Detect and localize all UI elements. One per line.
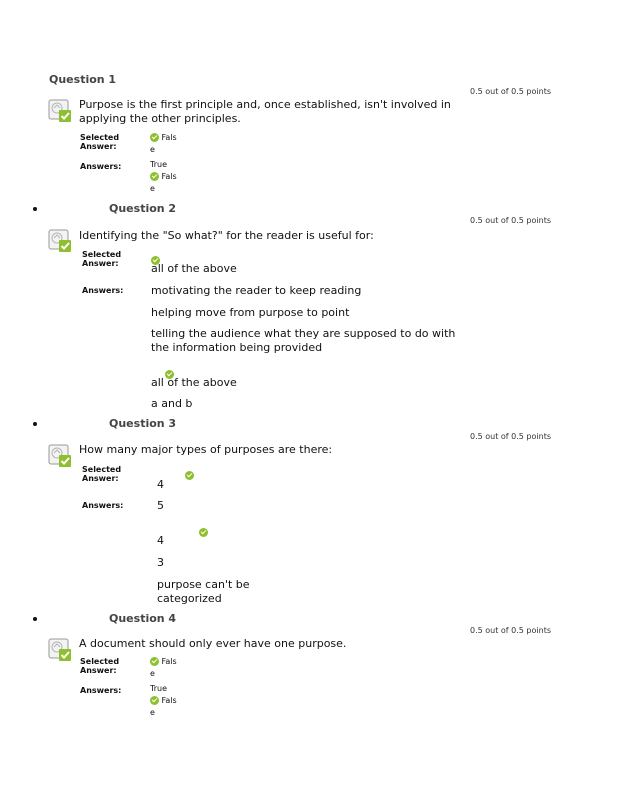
question-4-title: Question 4	[109, 612, 177, 625]
question-4-points: 0.5 out of 0.5 points	[470, 626, 551, 635]
list-bullet	[33, 207, 37, 211]
answer-option: motivating the reader to keep reading	[151, 284, 362, 297]
answers-label: Answers:	[80, 162, 122, 171]
answers-label: Answers:	[82, 286, 124, 295]
answer-option: 3	[157, 556, 164, 569]
question-2-selected-answer: all of the above	[151, 262, 237, 275]
question-status-correct-icon	[48, 638, 72, 662]
question-4-text: A document should only ever have one purpose.	[79, 637, 347, 650]
question-status-correct-icon	[48, 444, 72, 468]
answer-option: all of the above	[151, 376, 237, 389]
question-1-text: Purpose is the first principle and, once established, isn't involved in applying the other principles.	[79, 98, 451, 125]
selected-answer-label: Selected Answer:	[82, 465, 122, 483]
answers-label: Answers:	[82, 501, 124, 510]
answer-option: a and b	[151, 397, 193, 410]
answer-option: 5	[157, 499, 164, 512]
question-3-selected-answer: 4	[157, 478, 164, 491]
correct-check-icon	[199, 528, 208, 537]
answer-option: purpose can't be categorized	[157, 578, 250, 605]
correct-check-icon	[150, 696, 159, 705]
question-3-points: 0.5 out of 0.5 points	[470, 432, 551, 441]
question-1-selected-answer: Fals e	[150, 133, 177, 154]
answer-option: Fals	[150, 695, 177, 707]
question-status-correct-icon	[48, 229, 72, 253]
answer-option: True	[150, 684, 167, 693]
question-1-answers: True Fals e	[150, 160, 177, 193]
answer-option: True	[150, 160, 167, 169]
list-bullet	[33, 422, 37, 426]
question-4-selected-answer: Fals e	[150, 657, 177, 678]
question-2-title: Question 2	[109, 202, 177, 215]
answer-option: telling the audience what they are supposed to do with the information being provided	[151, 327, 456, 354]
correct-check-icon	[150, 172, 159, 181]
question-1-title: Question 1	[49, 73, 117, 86]
question-status-correct-icon	[48, 99, 72, 123]
question-3-title: Question 3	[109, 417, 177, 430]
selected-answer-label: Selected Answer:	[80, 133, 120, 151]
question-4-answers: True Fals e	[150, 684, 177, 717]
correct-check-icon	[185, 471, 194, 480]
question-1-points: 0.5 out of 0.5 points	[470, 87, 551, 96]
list-bullet	[33, 617, 37, 621]
answer-option: 4	[157, 534, 164, 547]
answer-option: helping move from purpose to point	[151, 306, 350, 319]
question-2-text: Identifying the "So what?" for the reader is useful for:	[79, 229, 374, 242]
question-2-points: 0.5 out of 0.5 points	[470, 216, 551, 225]
correct-check-icon	[150, 657, 159, 666]
selected-answer-label: Selected Answer:	[80, 657, 120, 675]
correct-check-icon	[150, 133, 159, 142]
answers-label: Answers:	[80, 686, 122, 695]
answer-option: Fals	[150, 171, 177, 183]
selected-answer-label: Selected Answer:	[82, 250, 122, 268]
question-3-text: How many major types of purposes are there:	[79, 443, 333, 456]
